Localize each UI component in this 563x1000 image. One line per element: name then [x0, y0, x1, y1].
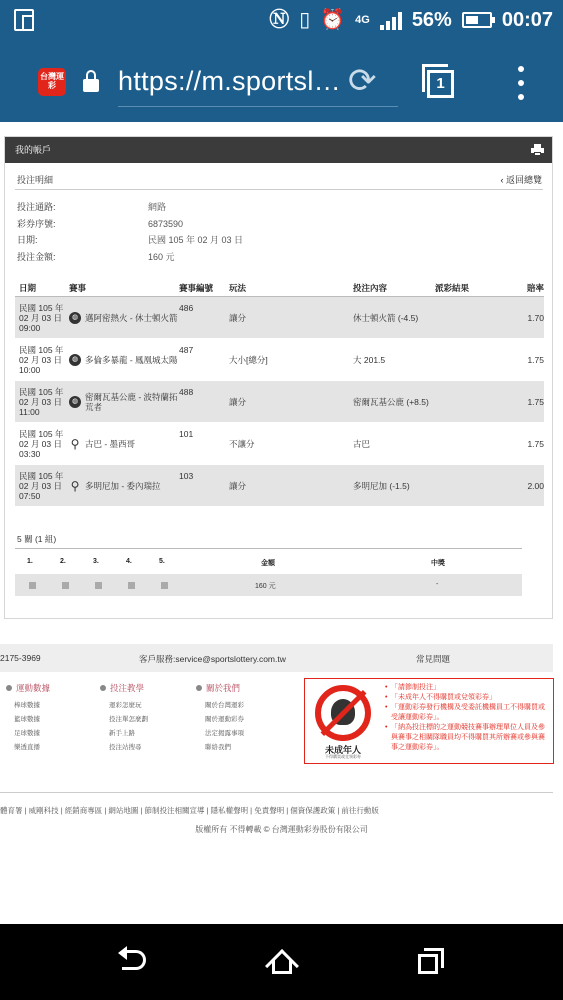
row-result [435, 297, 495, 339]
row-date: 民國 105 年 02 月 03 日 09:00 [19, 303, 64, 333]
back-to-overview-link[interactable]: ‹ 返回總覽 [500, 175, 542, 185]
warning-text [385, 683, 551, 753]
combo-amount: 160 元 [255, 583, 276, 590]
tabs-button[interactable] [422, 64, 454, 98]
info-row: 彩券序號: 6873590 [17, 218, 184, 229]
account-header [5, 137, 552, 163]
warning-line: • 「未成年人不得購買或兌領彩券」 [385, 693, 551, 703]
warning-line: • 「納為投注標的之運動競技賽事辦理單位人員及參與賽事之相關隊職員均不得購買其所辦賽或參與賽事之運動彩券」。 [385, 723, 551, 753]
row-result [435, 339, 495, 381]
web-page [0, 122, 563, 924]
footer-contact-bar [0, 644, 553, 672]
overflow-menu-icon[interactable] [515, 66, 527, 100]
warning-caption: 未成年人 [324, 745, 361, 755]
bets-table [15, 279, 544, 507]
row-date: 民國 105 年 02 月 03 日 11:00 [19, 387, 64, 417]
row-match: ◍ 邁阿密熱火 - 休士頓火箭 [69, 297, 179, 339]
combo-amount-header: 金額 [261, 560, 275, 567]
no-minors-icon [311, 685, 375, 759]
row-result [435, 423, 495, 465]
footer-link[interactable]: 投注站搜尋 [109, 744, 142, 751]
combo-check-1 [29, 582, 36, 589]
row-match: ◍ 密爾瓦基公鹿 - 波特蘭拓荒者 [69, 381, 179, 423]
tennis-icon: ⚲ [70, 437, 80, 451]
combo-divider [15, 548, 522, 549]
row-play: 大小[總分] [229, 355, 268, 365]
combo-check-3 [95, 582, 102, 589]
combo-row [15, 574, 522, 596]
combo-col-2: 2. [60, 558, 66, 565]
row-result [435, 381, 495, 423]
combo-table-header [15, 552, 522, 572]
row-date: 民國 105 年 02 月 03 日 07:50 [19, 471, 64, 501]
title-divider [15, 189, 543, 190]
footer-link[interactable]: 法定揭露事項 [205, 730, 244, 737]
row-play: 不讓分 [229, 439, 255, 449]
row-odds: 1.75 [527, 397, 544, 407]
combo-win-header: 中獎 [431, 560, 445, 567]
warning-subcaption: 不得購買或兌領彩券 [325, 754, 361, 759]
footer-phone: 2175-3969 [0, 653, 41, 663]
browser-toolbar [0, 40, 563, 122]
lock-icon[interactable] [83, 70, 99, 92]
row-play: 讓分 [229, 313, 247, 323]
table-row [15, 465, 544, 507]
footer-col-title: 運動數據 [6, 682, 50, 694]
tennis-icon: ⚲ [70, 479, 80, 493]
tab-count: 1 [427, 70, 454, 98]
row-play: 讓分 [229, 397, 247, 407]
row-content: 多明尼加 (-1.5) [353, 481, 410, 491]
row-date: 民國 105 年 02 月 03 日 10:00 [19, 345, 64, 375]
table-row [15, 381, 544, 423]
signal-icon [380, 10, 402, 30]
footer-col-title: 關於我們 [196, 682, 240, 694]
combo-summary: 5 關 (1 組) [17, 534, 57, 544]
footer-link[interactable]: 新手上路 [109, 730, 135, 737]
header-number: 賽事編號 [179, 283, 214, 293]
basketball-icon: ◍ [69, 354, 81, 366]
home-icon[interactable] [268, 948, 296, 976]
basketball-icon: ◍ [69, 312, 81, 324]
info-row: 投注通路: 網路 [17, 202, 167, 212]
table-row [15, 339, 544, 381]
url-bar[interactable]: https://m.sportsl… [118, 66, 341, 96]
row-number: 486 [179, 303, 194, 313]
header-result: 派彩結果 [435, 283, 470, 293]
alarm-icon: ⏰ [320, 9, 346, 31]
row-number: 487 [179, 345, 194, 355]
table-row [15, 297, 544, 339]
footer-link[interactable]: 聯絡我們 [205, 744, 231, 751]
header-match: 賽事 [69, 283, 87, 293]
system-nav-bar [0, 924, 563, 1000]
copyright: 版權所有 不得轉載 © 台灣運動彩券股份有限公司 [195, 825, 368, 834]
row-result [435, 465, 495, 507]
row-odds: 1.75 [527, 355, 544, 365]
section-title: 投注明細 [17, 175, 54, 185]
combo-check-2 [62, 582, 69, 589]
row-odds: 2.00 [527, 481, 544, 491]
header-odds: 賠率 [526, 283, 544, 293]
combo-check-4 [128, 582, 135, 589]
footer-link[interactable]: 運彩怎麼玩 [109, 702, 142, 709]
url-underline [118, 106, 398, 107]
bet-info [17, 199, 537, 265]
row-odds: 1.70 [527, 313, 544, 323]
nfc-icon: Ⓝ [269, 9, 290, 31]
vibrate-icon: ▯ [299, 9, 311, 31]
row-match: ⚲ 古巴 - 墨西哥 [70, 437, 136, 451]
footer-link[interactable]: 籃球數據 [14, 716, 40, 723]
bets-table-header [15, 279, 544, 297]
footer-divider [0, 792, 553, 793]
row-content: 大 201.5 [353, 355, 386, 365]
footer-link[interactable]: 關於台灣運彩 [205, 702, 244, 709]
footer-link[interactable]: 投注單怎麼劃 [109, 716, 148, 723]
faq-link[interactable]: 常見問題 [416, 654, 451, 664]
info-row: 投注金額: 160 元 [17, 251, 175, 262]
row-play: 讓分 [229, 481, 247, 491]
warning-line: • 「運動彩券發行機構及受委託機構員工不得購買或受讓運動彩券」。 [385, 703, 551, 723]
row-content: 休士頓火箭 (-4.5) [353, 313, 419, 323]
table-row [15, 423, 544, 465]
footer-link[interactable]: 棒球數據 [14, 702, 40, 709]
footer-link[interactable]: 樂透直播 [14, 744, 40, 751]
basketball-icon: ◍ [69, 396, 81, 408]
back-icon[interactable] [118, 946, 148, 976]
print-icon[interactable] [531, 144, 544, 156]
row-content: 古巴 [353, 439, 371, 449]
clock: 00:07 [501, 8, 553, 31]
footer-service[interactable]: 客戶服務:service@sportslottery.com.tw [139, 654, 286, 664]
combo-check-5 [161, 582, 168, 589]
account-card [4, 136, 553, 619]
header-content: 投注內容 [353, 283, 388, 293]
combo-col-5: 5. [159, 558, 165, 565]
combo-col-3: 3. [93, 558, 99, 565]
footer-link[interactable]: 關於運動彩券 [205, 716, 244, 723]
row-number: 101 [179, 429, 194, 439]
info-row: 日期: 民國 105 年 02 月 03 日 [17, 235, 244, 245]
account-header-title: 我的帳戶 [15, 145, 52, 155]
footer-link[interactable]: 足球數據 [14, 730, 40, 737]
footer-links[interactable]: 體育署 | 威剛科技 | 經銷商專區 | 網站地圖 | 節制投注相關宣導 | 隱私權聲明 | 免責聲明 | 個資保護政策 | 前往行動版 [0, 806, 379, 815]
footer-col-title: 投注教學 [100, 682, 144, 694]
status-icons [269, 6, 553, 34]
status-bar [0, 0, 563, 40]
row-number: 488 [179, 387, 194, 397]
header-date: 日期 [19, 283, 37, 293]
row-match: ⚲ 多明尼加 - 委內瑞拉 [70, 479, 161, 493]
row-number: 103 [179, 471, 194, 481]
screen-mirror-icon [14, 9, 34, 31]
battery-percent: 56% [411, 8, 452, 31]
row-odds: 1.75 [527, 439, 544, 449]
footer-columns [0, 678, 300, 768]
row-content: 密爾瓦基公鹿 (+8.5) [353, 397, 429, 407]
combo-col-4: 4. [126, 558, 132, 565]
battery-icon [462, 12, 492, 28]
recent-apps-icon[interactable] [418, 948, 444, 974]
network-type: 4G [355, 13, 370, 26]
warning-line: • 「請節制投注」 [385, 683, 551, 693]
underage-warning [304, 678, 554, 764]
row-match: ◍ 多倫多暴龍 - 鳳凰城太陽 [69, 339, 179, 381]
refresh-icon[interactable]: ⟳ [348, 62, 377, 100]
header-play: 玩法 [229, 283, 247, 293]
combo-win: - [436, 581, 439, 588]
combo-col-1: 1. [27, 558, 33, 565]
site-favicon: 台灣運彩 [38, 68, 66, 96]
row-date: 民國 105 年 02 月 03 日 03:30 [19, 429, 64, 459]
